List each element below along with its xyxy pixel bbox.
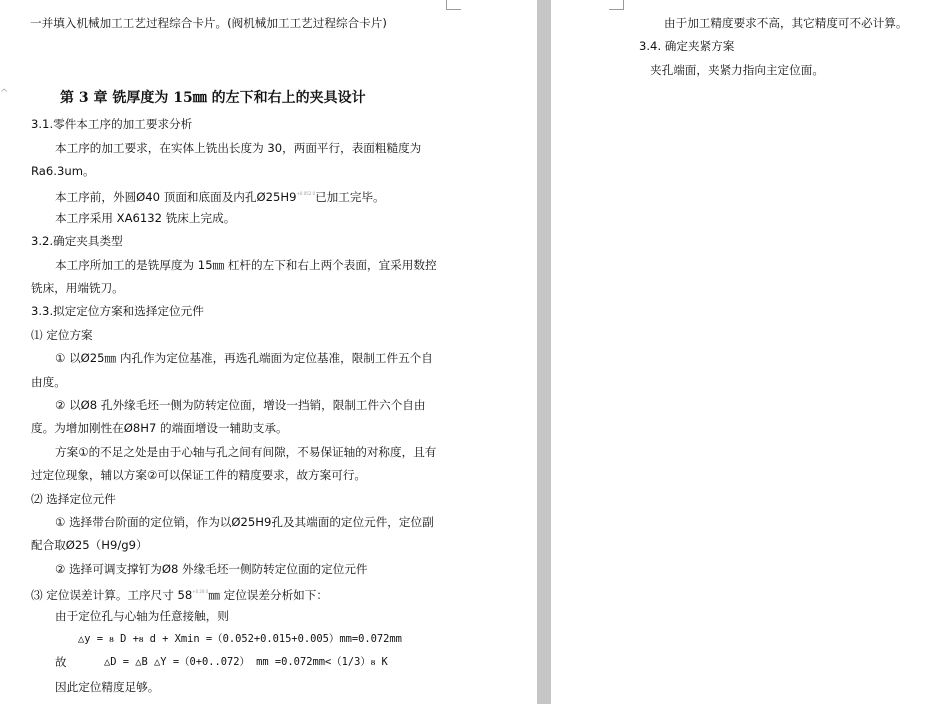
- formula-delta-d: △D = △B △Y =（0+0..072） mm =0.072mm<（1/3）ᴕ K: [104, 656, 388, 668]
- tolerance-25h9: +0.052 0: [296, 191, 316, 196]
- right-line-1: 由于加工精度要求不高，其它精度可不必计算。: [664, 16, 908, 30]
- item-3-pre: ⑶ 定位误差计算。工序尺寸 58: [31, 588, 193, 602]
- s32-paragraph-1b: 铣床，用端铣刀。: [31, 281, 124, 295]
- item-1-p2a: ② 以Ø8 孔外缘毛坯一侧为防转定位面，增设一挡销，限制工件六个自由: [55, 398, 426, 412]
- crop-mark-left-h: [447, 9, 461, 10]
- s31-p2-post: 已加工完毕。: [315, 190, 385, 204]
- s31-paragraph-2: [55, 187, 385, 204]
- margin-marker: ^: [0, 88, 9, 99]
- item-2-p2: ② 选择可调支撑钉为Ø8 外缘毛坯一侧防转定位面的定位元件: [55, 562, 368, 576]
- formula-delta-y: △y = ᴕ D +ᴕ d + Xmin =（0.052+0.015+0.005）mm=0.072mm: [78, 633, 402, 645]
- chapter-heading: 第 3 章 铣厚度为 15㎜ 的左下和右上的夹具设计: [60, 90, 366, 106]
- item-1-p3a: 方案①的不足之处是由于心轴与孔之间有间隙，不易保证轴的对称度，且有: [55, 445, 437, 459]
- crop-mark-right-h: [609, 9, 623, 10]
- item-2-title: ⑵ 选择定位元件: [31, 492, 116, 506]
- s31-paragraph-3: 本工序采用 XA6132 铣床上完成。: [55, 211, 236, 225]
- section-3-4-title: 3.4. 确定夹紧方案: [639, 39, 735, 53]
- tolerance-58: +0.28 0: [192, 589, 209, 594]
- page-gap: [537, 0, 551, 704]
- item-1-title: ⑴ 定位方案: [31, 328, 93, 342]
- crop-mark-right: [623, 0, 624, 10]
- intro-line: 一并填入机械加工工艺过程综合卡片。(阀机械加工工艺过程综合卡片): [30, 16, 387, 30]
- section-3-3-title: 3.3.拟定定位方案和选择定位元件: [31, 304, 204, 318]
- item-3-post: ㎜ 定位误差分析如下：: [208, 588, 328, 602]
- item-3-title: [31, 585, 328, 602]
- item-1-p1b: 由度。: [31, 375, 66, 389]
- s31-paragraph-1b: Ra6.3um。: [31, 164, 95, 178]
- item-2-p1a: ① 选择带台阶面的定位销，作为以Ø25H9孔及其端面的定位元件，定位副: [55, 515, 434, 529]
- item-3-p1: 由于定位孔与心轴为任意接触，则: [55, 609, 229, 623]
- item-2-p1b: 配合取Ø25（H9/g9）: [31, 538, 148, 552]
- s31-paragraph-1a: 本工序的加工要求，在实体上铣出长度为 30，两面平行，表面粗糙度为: [55, 141, 422, 155]
- s31-p2-pre: 本工序前，外圆Ø40 顶面和底面及内孔Ø25H9: [55, 190, 297, 204]
- s32-paragraph-1a: 本工序所加工的是铣厚度为 15㎜ 杠杆的左下和右上两个表面，宜采用数控: [55, 258, 437, 272]
- item-1-p3b: 过定位现象，辅以方案②可以保证工件的精度要求，故方案可行。: [31, 468, 367, 482]
- section-3-2-title: 3.2.确定夹具类型: [31, 234, 123, 248]
- item-1-p2b: 度。为增加刚性在Ø8H7 的端面增设一辅助支承。: [31, 421, 288, 435]
- item-1-p1a: ① 以Ø25㎜ 内孔作为定位基准，再选孔端面为定位基准，限制工件五个自: [55, 351, 433, 365]
- document-page-right: [551, 0, 936, 704]
- s34-paragraph-1: 夹孔端面，夹紧力指向主定位面。: [650, 63, 824, 77]
- section-3-1-title: 3.1.零件本工序的加工要求分析: [31, 117, 193, 131]
- formula-2-label: 故: [55, 655, 67, 669]
- conclusion-line: 因此定位精度足够。: [55, 680, 160, 694]
